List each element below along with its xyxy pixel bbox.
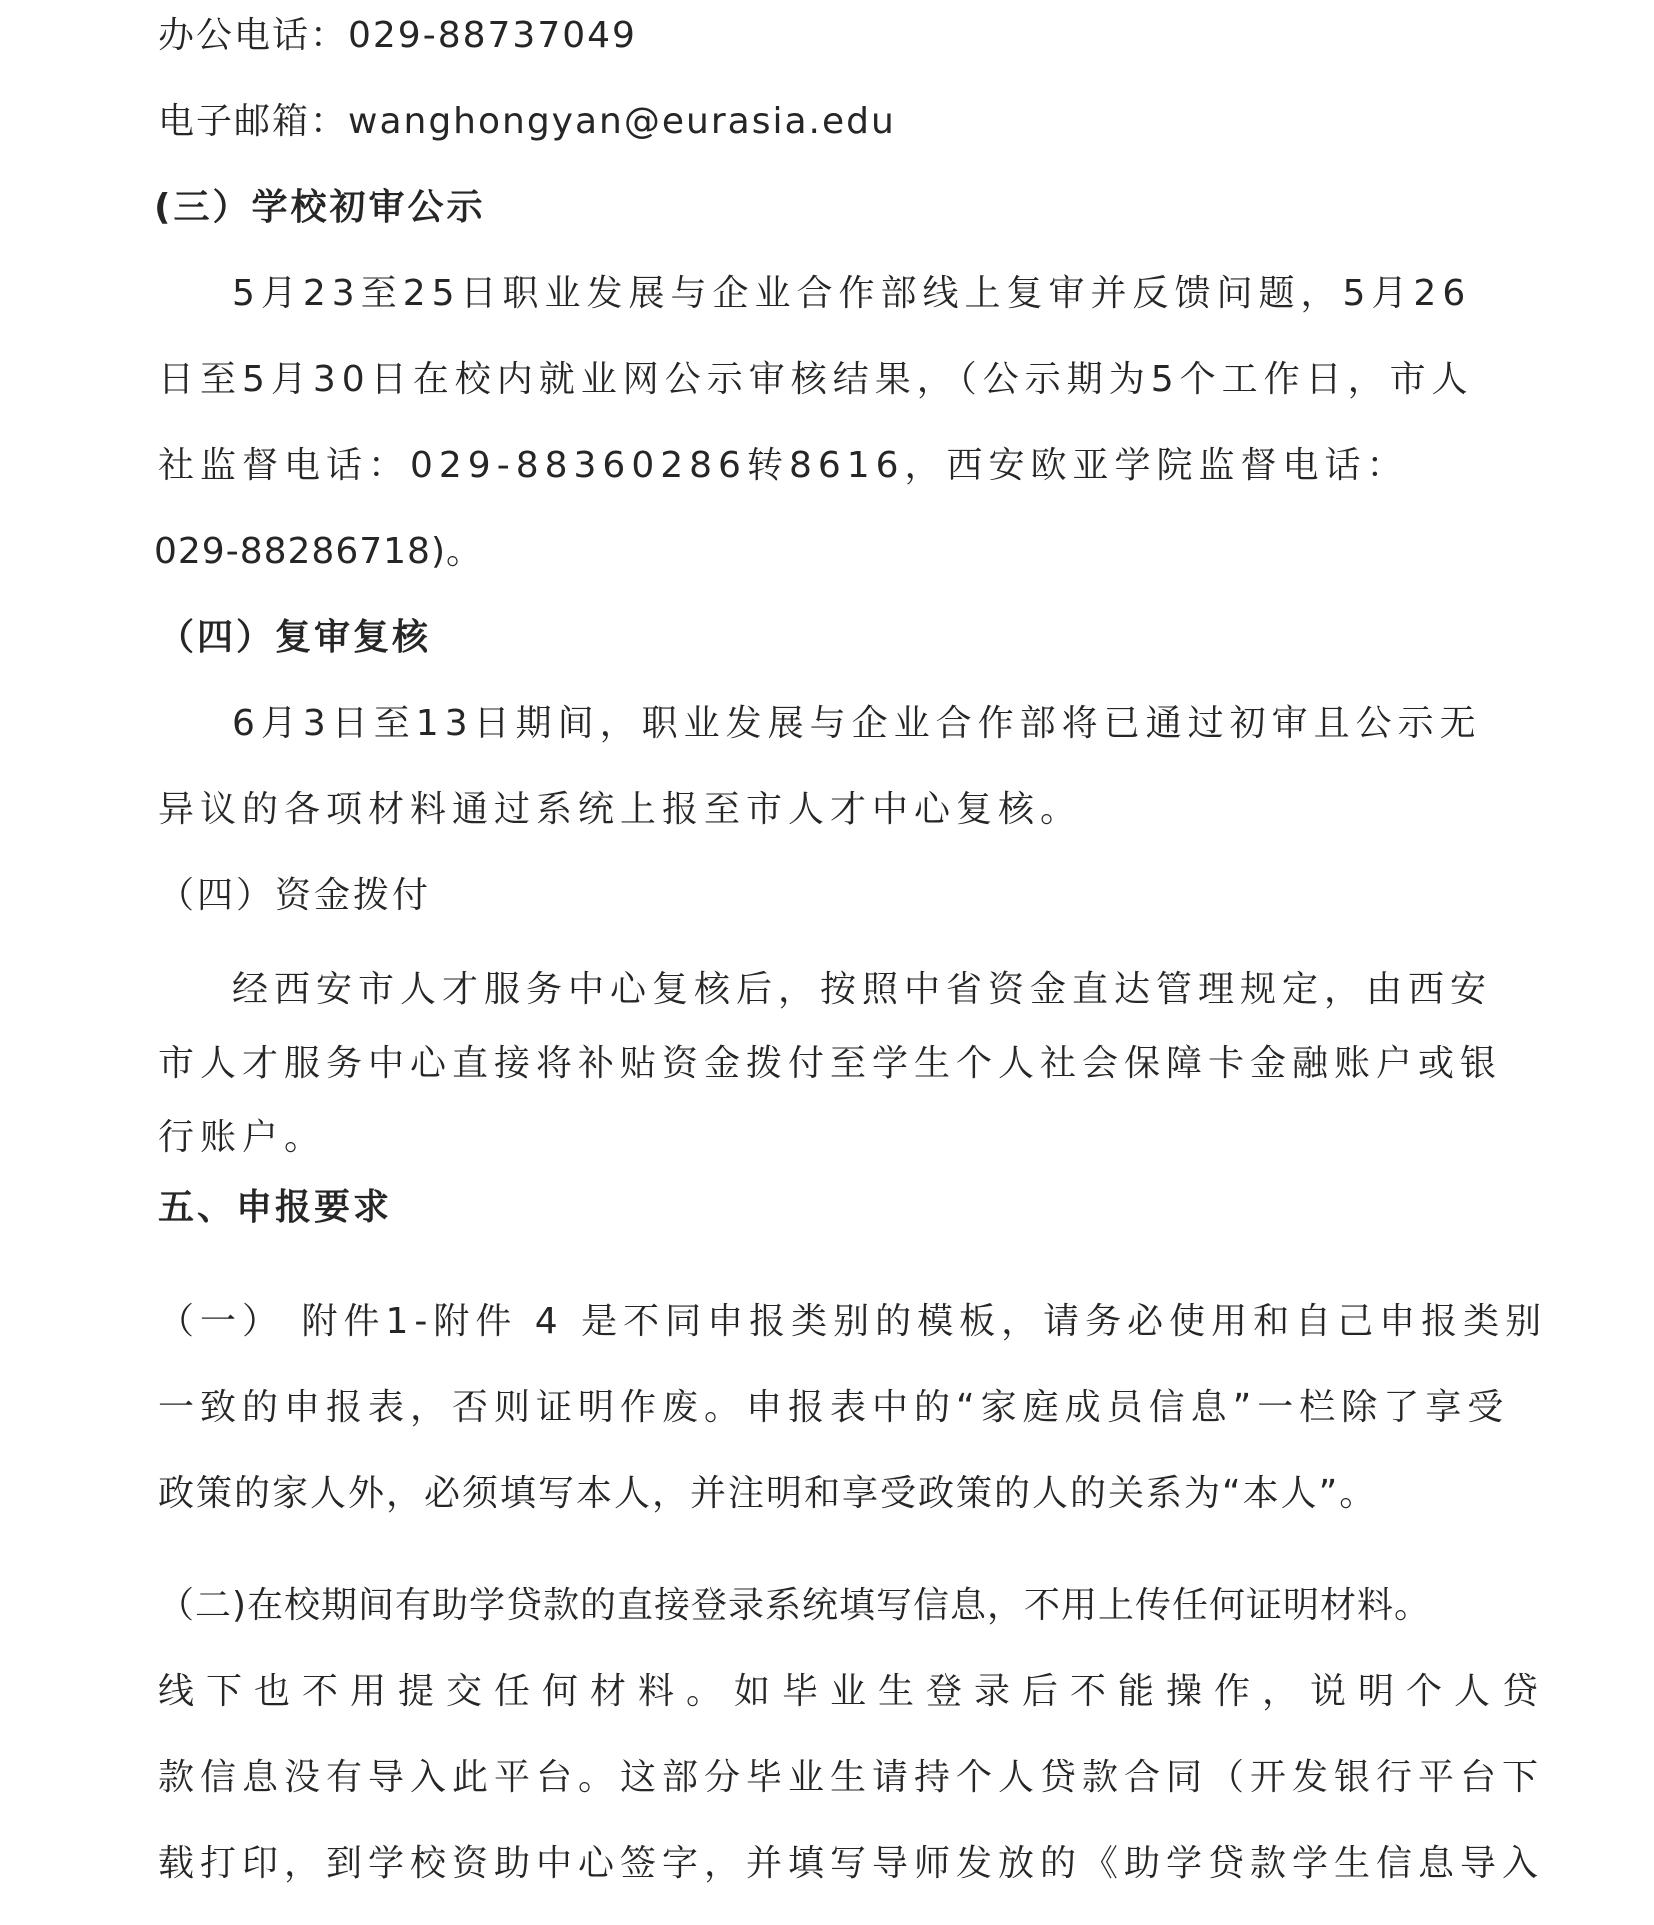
section-5-item-1-line-3: 政策的家人外，必须填写本人，并注明和享受政策的人的关系为“本人”。 bbox=[158, 1473, 1378, 1514]
section-5-item-2-line-2: 线下也不用提交任何材料。如毕业生登录后不能操作，说明个人贷 bbox=[158, 1671, 1551, 1712]
section-5-item-2-line-4: 载打印，到学校资助中心签字，并填写导师发放的《助学贷款学生信息导入 bbox=[158, 1843, 1545, 1884]
section-4a-heading: （四）复审复核 bbox=[158, 617, 432, 658]
section-4b-line-2: 市人才服务中心直接将补贴资金拨付至学生个人社会保障卡金融账户或银 bbox=[158, 1043, 1503, 1084]
section-4a-line-1: 6月3日至13日期间，职业发展与企业合作部将已通过初审且公示无 bbox=[232, 703, 1482, 744]
section-4a-line-2: 异议的各项材料通过系统上报至市人才中心复核。 bbox=[158, 789, 1083, 830]
section-3-line-2: 日至5月30日在校内就业网公示审核结果，（公示期为5个工作日，市人 bbox=[158, 359, 1474, 400]
section-5-item-1-line-1: （一） 附件1-附件 4 是不同申报类别的模板，请务必使用和自己申报类别 bbox=[158, 1301, 1548, 1342]
section-5-item-2-line-1: （二)在校期间有助学贷款的直接登录系统填写信息，不用上传任何证明材料。 bbox=[158, 1585, 1432, 1626]
section-5-item-2-line-3: 款信息没有导入此平台。这部分毕业生请持个人贷款合同（开发银行平台下 bbox=[158, 1757, 1545, 1798]
section-4b-heading: （四）资金拨付 bbox=[158, 875, 432, 916]
email-line: 电子邮箱：wanghongyan@eurasia.edu bbox=[158, 101, 896, 142]
section-4b-line-3: 行账户。 bbox=[158, 1117, 327, 1158]
section-5-heading: 五、申报要求 bbox=[158, 1187, 393, 1228]
section-3-line-3: 社监督电话：029-88360286转8616，西安欧亚学院监督电话： bbox=[158, 445, 1409, 486]
section-5-item-1-line-2: 一致的申报表，否则证明作废。申报表中的“家庭成员信息”一栏除了享受 bbox=[158, 1387, 1510, 1428]
section-4b-line-1: 经西安市人才服务中心复核后，按照中省资金直达管理规定，由西安 bbox=[232, 969, 1493, 1010]
section-3-heading: (三）学校初审公示 bbox=[154, 187, 486, 228]
section-3-line-4: 029-88286718)。 bbox=[154, 531, 483, 572]
office-phone-line: 办公电话：029-88737049 bbox=[158, 15, 637, 56]
section-3-line-1: 5月23至25日职业发展与企业合作部线上复审并反馈问题，5月26 bbox=[232, 273, 1472, 314]
